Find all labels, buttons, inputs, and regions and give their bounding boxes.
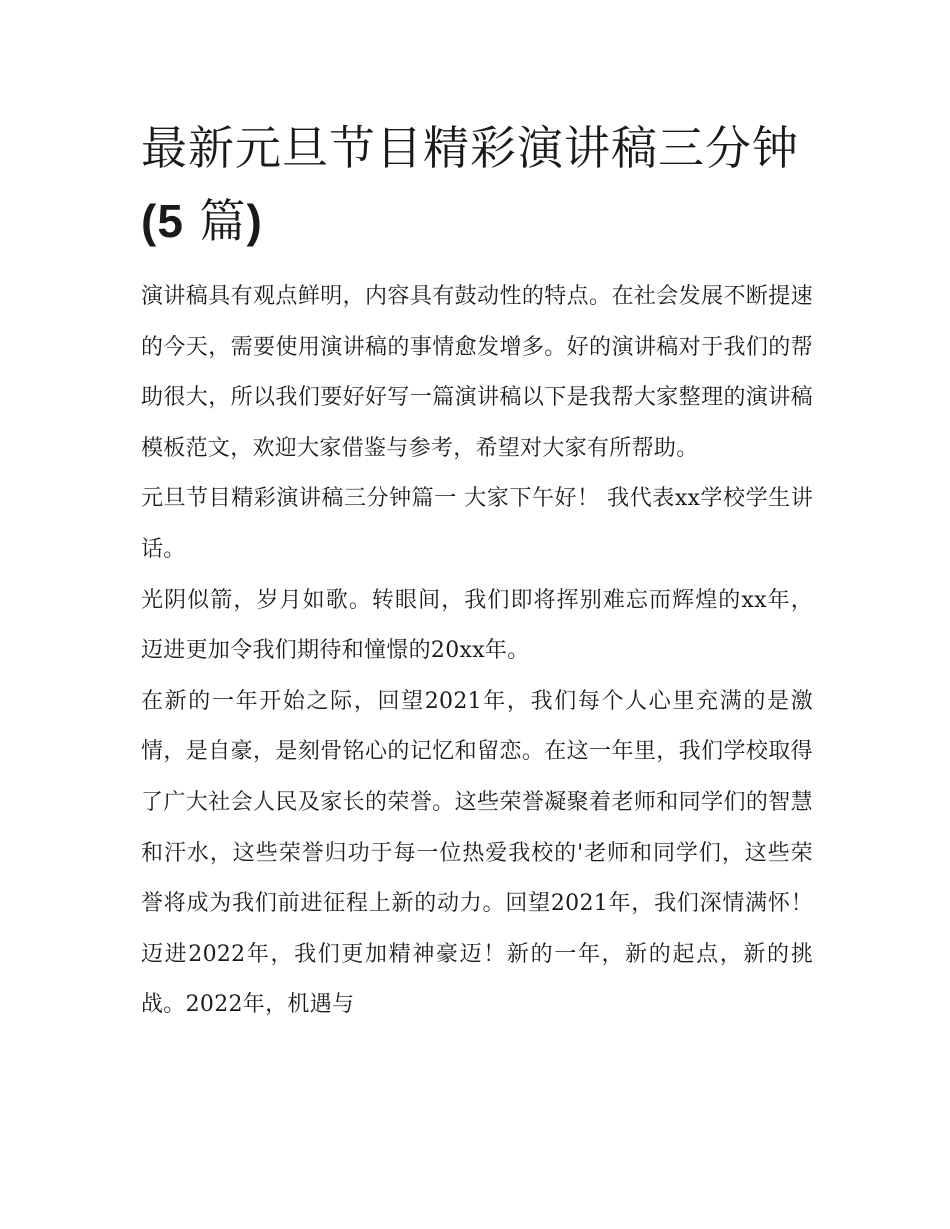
speech-paragraph: 光阴似箭，岁月如歌。转眼间，我们即将挥别难忘而辉煌的xx年，迈进更加令我们期待和憧憬的20xx年。 xyxy=(141,587,813,664)
speech-paragraph: 在新的一年开始之际，回望2021年，我们每个人心里充满的是激情，是自豪，是刻骨铭心的记忆和留恋。在这一年里，我们学校取得了广大社会人民及家长的荣誉。这些荣誉凝聚着老师和同学们的智慧和汗水，这些荣誉归功于每一位热爱我校的'老师和同学们，这些荣誉将成为我们前进征程上新的动力。回望2021年，我们深情满怀！迈进2022年，我们更加精神豪迈！新的一年，新的起点，新的挑战。2022年，机遇与 xyxy=(141,688,813,1018)
intro-paragraph: 演讲稿具有观点鲜明，内容具有鼓动性的特点。在社会发展不断提速的今天，需要使用演讲稿的事情愈发增多。好的演讲稿对于我们的帮助很大，所以我们要好好写一篇演讲稿以下是我帮大家整理的演讲稿模板范文，欢迎大家借鉴与参考，希望对大家有所帮助。 xyxy=(141,284,813,461)
title-count-unit: 篇 xyxy=(199,194,247,248)
document-title xyxy=(141,112,813,258)
title-count-open: (5 xyxy=(141,195,184,247)
title-text: 最新元旦节目精彩演讲稿三分钟 xyxy=(141,121,799,175)
title-count-close: ) xyxy=(246,195,263,247)
document-page xyxy=(141,112,813,1031)
speech-opening-paragraph: 元旦节目精彩演讲稿三分钟篇一 大家下午好！ 我代表xx学校学生讲话。 xyxy=(141,486,813,562)
